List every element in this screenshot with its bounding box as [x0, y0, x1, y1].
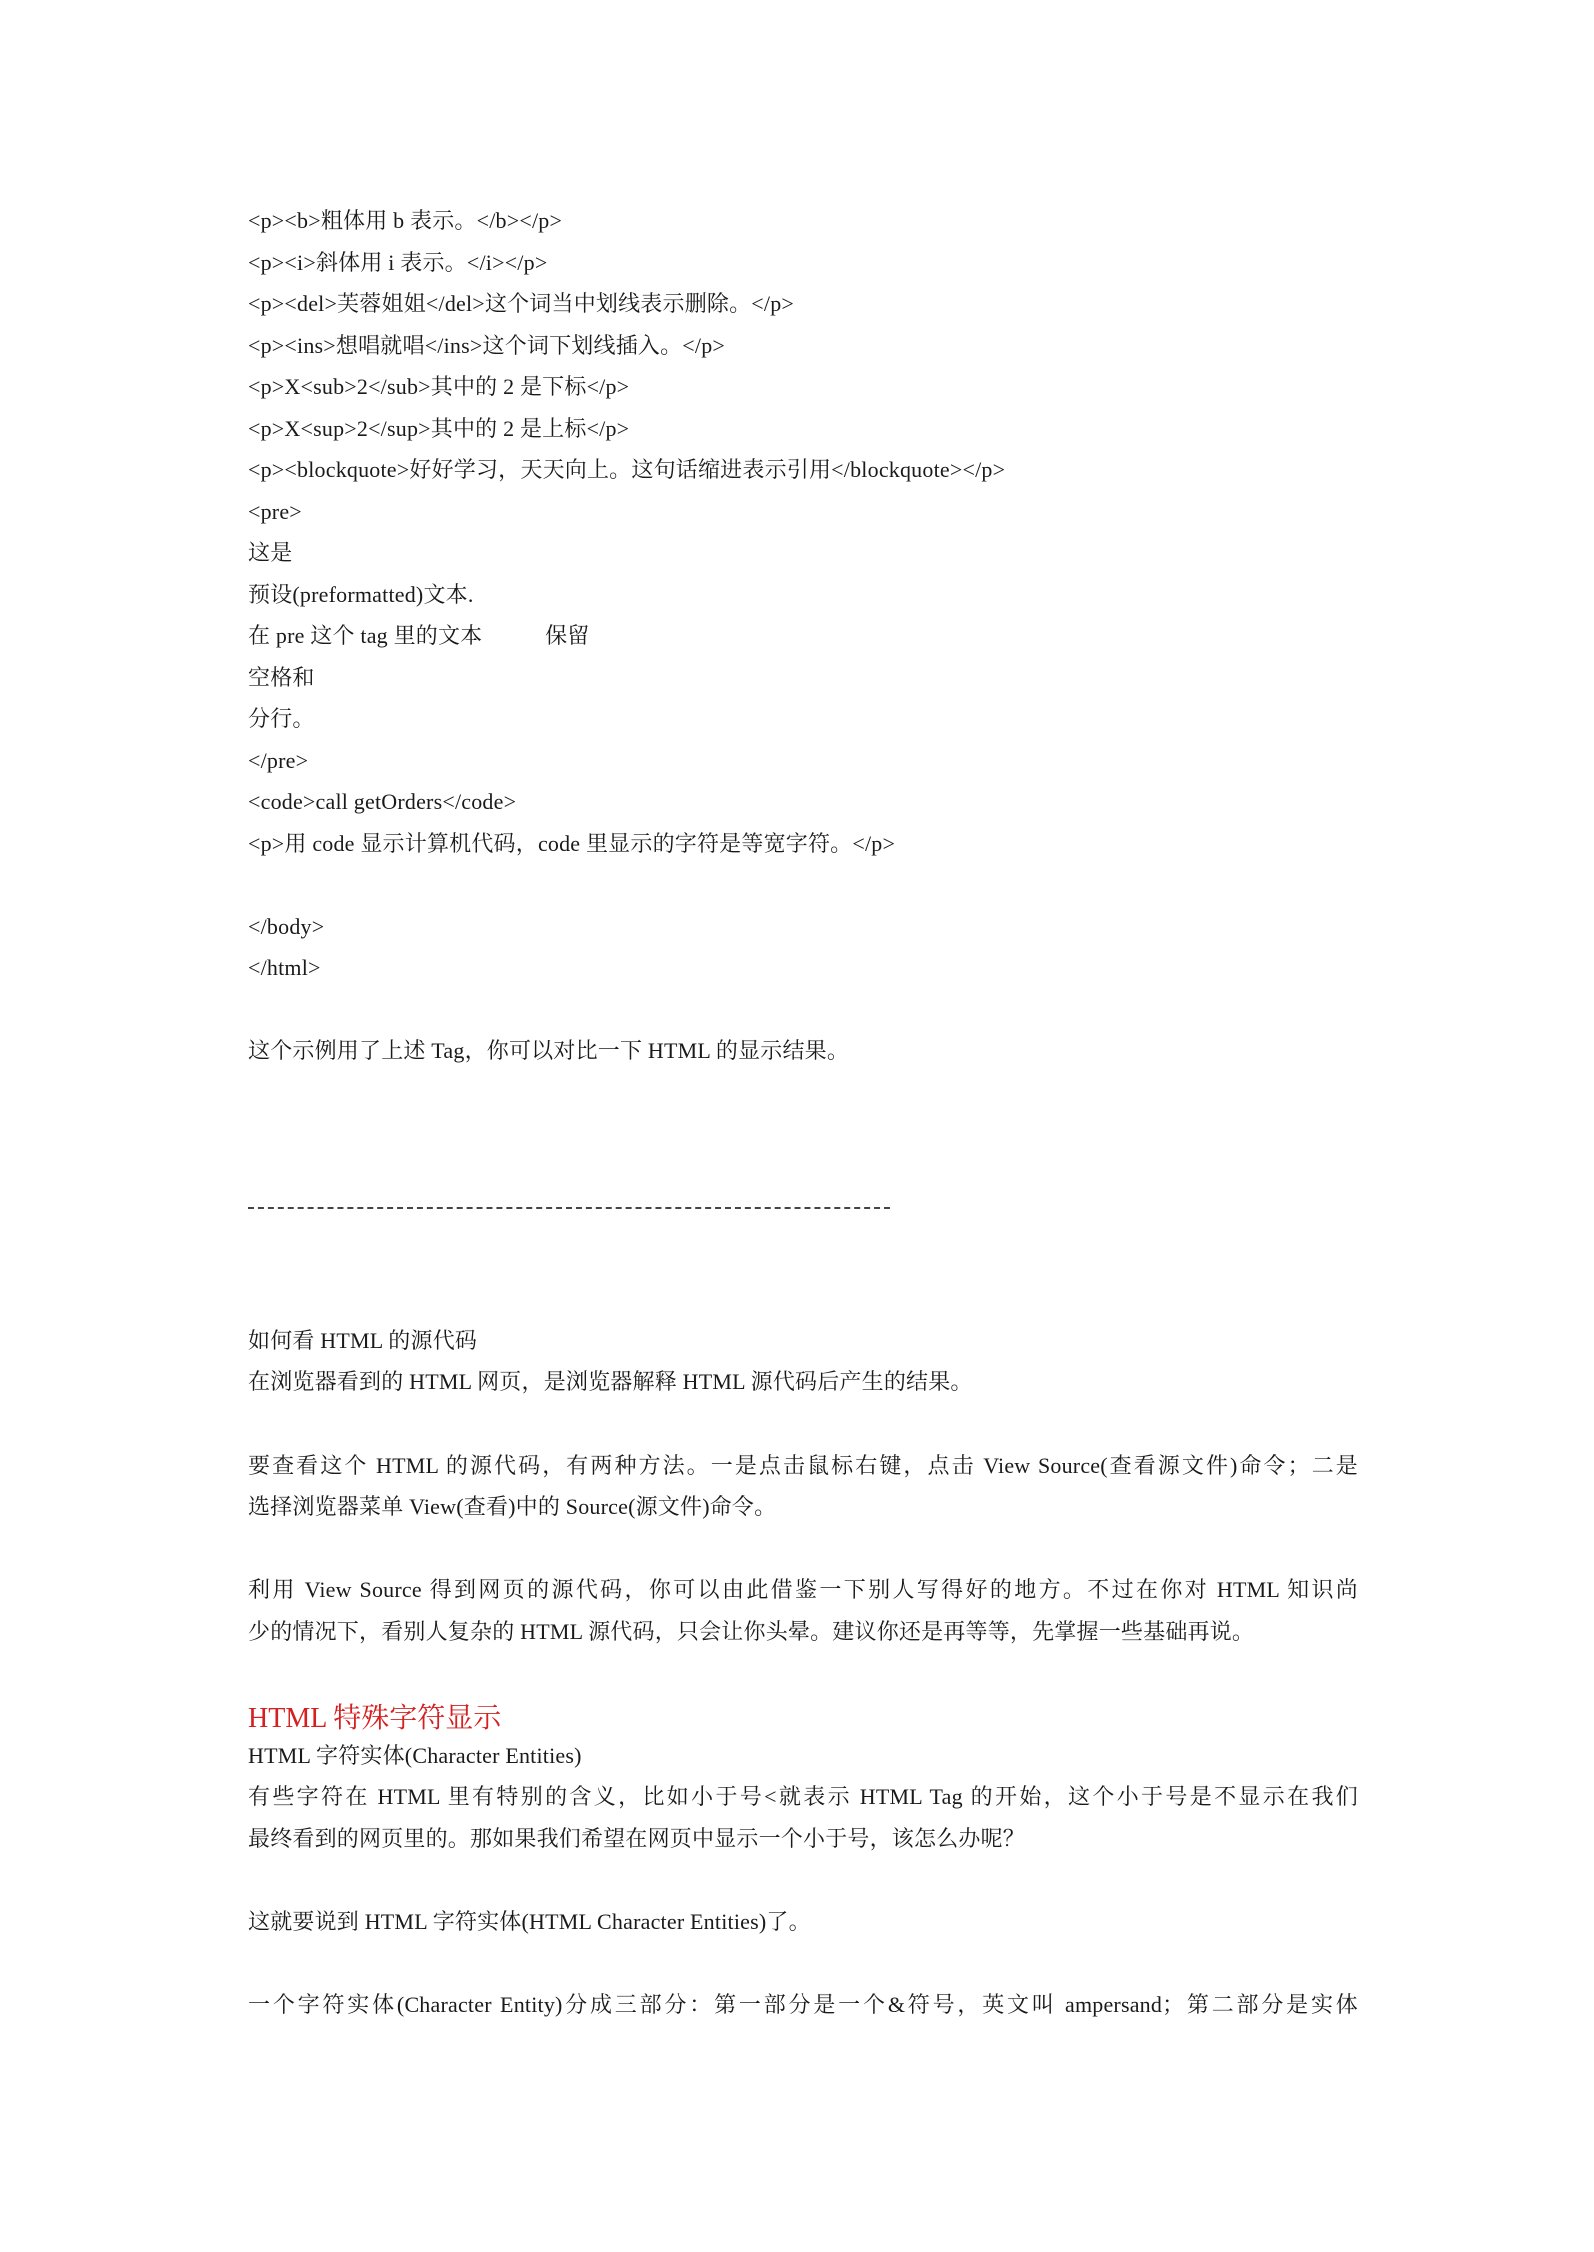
- code-line: <p><b>粗体用 b 表示。</b></p>: [248, 208, 563, 233]
- code-line: </html>: [248, 955, 321, 980]
- code-line: <p><i>斜体用 i 表示。</i></p>: [248, 250, 548, 275]
- code-line: </pre>: [248, 748, 309, 773]
- paragraph: 选择浏览器菜单 View(查看)中的 Source(源文件)命令。: [248, 1494, 777, 1519]
- example-note: 这个示例用了上述 Tag，你可以对比一下 HTML 的显示结果。: [248, 1038, 850, 1063]
- code-line: 分行。: [248, 706, 315, 731]
- section-title: 如何看 HTML 的源代码: [248, 1328, 478, 1353]
- code-line: <code>call getOrders</code>: [248, 789, 517, 814]
- code-line: <p><ins>想唱就唱</ins>这个词下划线插入。</p>: [248, 333, 726, 358]
- paragraph: 有些字符在 HTML 里有特别的含义，比如小于号<就表示 HTML Tag 的开始，这个小于号是不显示在我们: [248, 1784, 1358, 1809]
- code-line: <p>X<sup>2</sup>其中的 2 是上标</p>: [248, 416, 630, 441]
- section-divider: [248, 1207, 890, 1209]
- paragraph: 利用 View Source 得到网页的源代码，你可以由此借鉴一下别人写得好的地方。不过在你对 HTML 知识尚: [248, 1577, 1358, 1602]
- code-line: <p><blockquote>好好学习，天天向上。这句话缩进表示引用</blockquote></p>: [248, 457, 1006, 482]
- paragraph: 少的情况下，看别人复杂的 HTML 源代码，只会让你头晕。建议你还是再等等，先掌握一些基础再说。: [248, 1619, 1255, 1644]
- code-line: 空格和: [248, 665, 315, 690]
- section-heading: HTML 特殊字符显示: [248, 1703, 502, 1734]
- code-line: <p>用 code 显示计算机代码，code 里显示的字符是等宽字符。</p>: [248, 831, 896, 856]
- code-line: <p><del>芙蓉姐姐</del>这个词当中划线表示删除。</p>: [248, 291, 795, 316]
- code-line: <p>X<sub>2</sub>其中的 2 是下标</p>: [248, 374, 630, 399]
- code-line: </body>: [248, 914, 325, 939]
- paragraph: 最终看到的网页里的。那如果我们希望在网页中显示一个小于号，该怎么办呢？: [248, 1826, 1026, 1851]
- code-line: 这是: [248, 540, 293, 565]
- code-line: 在 pre 这个 tag 里的文本 保留: [248, 623, 590, 648]
- code-line: 预设(preformatted)文本.: [248, 582, 474, 607]
- code-line: <pre>: [248, 499, 302, 524]
- subheading: HTML 字符实体(Character Entities): [248, 1743, 582, 1768]
- paragraph: 要查看这个 HTML 的源代码，有两种方法。一是点击鼠标右键，点击 View Source(查看源文件)命令；二是: [248, 1453, 1358, 1478]
- paragraph: 这就要说到 HTML 字符实体(HTML Character Entities)了。: [248, 1909, 811, 1934]
- paragraph: 在浏览器看到的 HTML 网页，是浏览器解释 HTML 源代码后产生的结果。: [248, 1369, 973, 1394]
- paragraph: 一个字符实体(Character Entity)分成三部分：第一部分是一个&符号，英文叫 ampersand；第二部分是实体: [248, 1992, 1358, 2017]
